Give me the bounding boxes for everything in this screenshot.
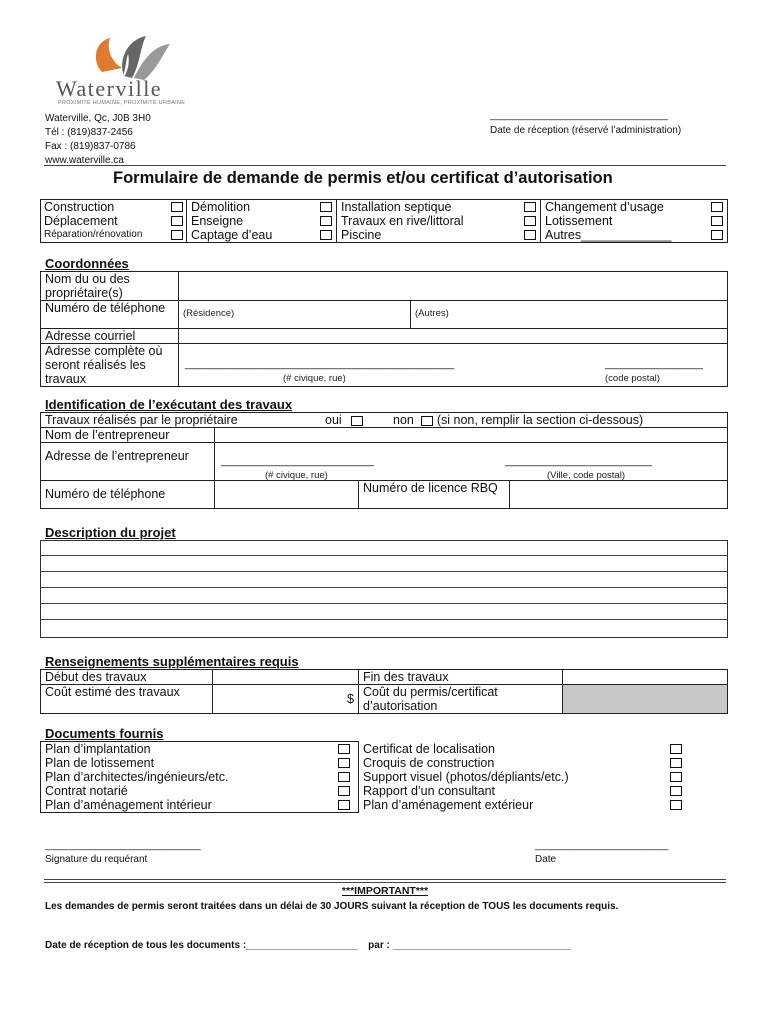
type-construction: Construction	[44, 200, 115, 214]
date-line[interactable]: ________________________	[535, 840, 669, 851]
start-field[interactable]	[213, 670, 359, 685]
checkbox-reparation[interactable]	[171, 230, 183, 240]
description-line	[41, 619, 727, 620]
work-address-label: Adresse complète où seront réalisés les travaux	[41, 344, 179, 387]
description-line	[41, 587, 727, 588]
cost-field[interactable]	[213, 685, 359, 714]
type-usage: Changement d’usage	[545, 200, 664, 214]
type-captage: Captage d’eau	[191, 228, 273, 242]
signature-label: Signature du requérant	[45, 854, 148, 865]
work-address-line: ____________________________________________	[185, 358, 455, 370]
doc-exterieur: Plan d’aménagement extérieur	[363, 797, 534, 812]
checkbox-deplacement[interactable]	[171, 216, 183, 226]
final-by-line[interactable]: ________________________________	[392, 940, 571, 951]
doc-support: Support visuel (photos/dépliants/etc.)	[363, 769, 569, 784]
renseignements-heading: Renseignements supplémentaires requis	[45, 654, 299, 669]
reception-line[interactable]: ________________________________	[490, 110, 668, 121]
contractor-civic-hint: (# civique, rue)	[265, 470, 328, 481]
cost-label: Coût estimé des travaux	[41, 685, 213, 714]
checkbox-enseigne[interactable]	[320, 216, 332, 226]
logo-name: Waterville	[56, 76, 163, 101]
checkbox-piscine[interactable]	[524, 230, 536, 240]
signature-line[interactable]: ____________________________	[45, 840, 201, 851]
final-by-label: par :	[368, 940, 390, 951]
coordonnees-table	[40, 271, 728, 387]
contractor-city-hint: (Ville, code postal)	[547, 470, 625, 481]
page-title: Formulaire de demande de permis et/ou certificat d’autorisation	[113, 169, 613, 187]
description-heading: Description du projet	[45, 525, 176, 540]
important-heading: ***IMPORTANT***	[341, 885, 429, 897]
checkbox-rapport[interactable]	[670, 786, 682, 796]
coordonnees-heading: Coordonnées	[45, 256, 129, 271]
logo-tagline: PROXIMITÉ HUMAINE, PROXIMITÉ URBAINE	[58, 100, 186, 106]
doc-interieur: Plan d’aménagement intérieur	[45, 798, 212, 812]
type-piscine: Piscine	[341, 228, 382, 242]
rbq-label: Numéro de licence RBQ	[363, 481, 498, 495]
renseignements-table	[40, 669, 728, 714]
contact-block	[45, 112, 151, 168]
phone-text: Tél : (819)837-2456	[45, 127, 133, 138]
checkbox-septique[interactable]	[524, 202, 536, 212]
checkbox-yes[interactable]	[351, 416, 363, 426]
contractor-city-line: ________________________	[505, 455, 652, 467]
type-autres: Autres_____________	[545, 228, 672, 242]
type-lotissement: Lotissement	[545, 214, 613, 228]
address-text: Waterville, Qc, J0B 3H0	[45, 113, 151, 124]
civic-hint: (# civique, rue)	[283, 373, 346, 384]
checkbox-doc-lotissement[interactable]	[338, 758, 350, 768]
contractor-name-field[interactable]	[215, 428, 728, 443]
description-box[interactable]	[40, 540, 728, 638]
description-line	[41, 555, 727, 556]
type-rive: Travaux en rive/littoral	[341, 214, 464, 228]
yes-label: oui	[325, 413, 342, 427]
checkbox-captage[interactable]	[320, 230, 332, 240]
checkbox-support[interactable]	[670, 772, 682, 782]
executant-heading: Identification de l’exécutant des travaux	[45, 397, 293, 412]
website-text[interactable]: www.waterville.ca	[45, 155, 124, 166]
doc-architectes: Plan d’architectes/ingénieurs/etc.	[45, 770, 229, 784]
checkbox-certificat[interactable]	[670, 744, 682, 754]
checkbox-exterieur[interactable]	[670, 800, 682, 810]
doc-implantation: Plan d’implantation	[45, 742, 151, 756]
type-enseigne: Enseigne	[191, 214, 244, 228]
checkbox-croquis[interactable]	[670, 758, 682, 768]
start-label: Début des travaux	[41, 670, 213, 685]
final-date-line[interactable]: ____________________	[246, 940, 358, 951]
permit-types-table	[40, 199, 728, 243]
executant-table	[40, 412, 728, 509]
dollar-sign: $	[347, 692, 354, 706]
checkbox-no[interactable]	[421, 416, 433, 426]
contractor-address-line: _________________________	[221, 455, 374, 467]
checkbox-lotissement[interactable]	[711, 216, 723, 226]
bottom-divider	[44, 882, 726, 883]
by-owner-label: Travaux réalisés par le propriétaire	[45, 413, 238, 427]
type-deplacement: Déplacement	[44, 214, 118, 228]
type-demolition: Démolition	[191, 200, 251, 214]
contractor-address-field[interactable]	[215, 443, 728, 481]
logo	[52, 32, 202, 107]
phone-label: Numéro de téléphone	[41, 301, 179, 329]
postal-line: ________________	[605, 358, 703, 370]
permit-cost-label: Coût du permis/certificat d’autorisation	[359, 685, 563, 714]
work-address-field[interactable]	[179, 344, 728, 387]
checkbox-construction[interactable]	[171, 202, 183, 212]
checkbox-rive[interactable]	[524, 216, 536, 226]
description-line	[41, 571, 727, 572]
header-divider	[44, 165, 726, 166]
doc-rapport: Rapport d’un consultant	[363, 783, 496, 798]
end-field[interactable]	[563, 670, 728, 685]
phone-residence-hint: (Résidence)	[183, 308, 235, 319]
rbq-divider	[509, 480, 510, 508]
contractor-address-label: Adresse de l’entrepreneur	[41, 443, 215, 481]
doc-certificat: Certificat de localisation	[363, 741, 496, 756]
email-label: Adresse courriel	[41, 329, 179, 344]
documents-table	[40, 741, 728, 813]
checkbox-architectes[interactable]	[338, 772, 350, 782]
doc-lotissement: Plan de lotissement	[45, 756, 155, 770]
phone-other-hint: (Autres)	[415, 308, 449, 319]
end-label: Fin des travaux	[359, 670, 563, 685]
date-label: Date	[535, 854, 557, 865]
doc-croquis: Croquis de construction	[363, 755, 495, 770]
checkbox-autres[interactable]	[711, 230, 723, 240]
type-septique: Installation septique	[341, 200, 452, 214]
description-line	[41, 603, 727, 604]
contractor-phone-label: Numéro de téléphone	[41, 481, 215, 509]
owner-field[interactable]	[179, 272, 728, 301]
checkbox-interieur[interactable]	[338, 800, 350, 810]
email-field[interactable]	[179, 329, 728, 344]
reception-label: Date de réception (réservé l’administration)	[490, 125, 682, 136]
no-label: non	[393, 413, 414, 427]
checkbox-demolition[interactable]	[320, 202, 332, 212]
phone-residence-field[interactable]	[179, 301, 411, 329]
owner-label: Nom du ou des propriétaire(s)	[41, 272, 179, 301]
permit-cost-field	[563, 685, 728, 714]
documents-heading: Documents fournis	[45, 726, 164, 741]
checkbox-usage[interactable]	[711, 202, 723, 212]
fax-text: Fax : (819)837-0786	[45, 141, 136, 152]
contractor-phone-field[interactable]	[215, 481, 359, 509]
checkbox-implantation[interactable]	[338, 744, 350, 754]
final-date-label: Date de réception de tous les documents :	[45, 940, 247, 951]
final-date-row	[45, 940, 571, 951]
doc-contrat: Contrat notarié	[45, 784, 128, 798]
type-reparation: Réparation/rénovation	[44, 229, 143, 240]
phone-other-field[interactable]	[411, 301, 728, 329]
important-text: Les demandes de permis seront traitées dans un délai de 30 JOURS suivant la réception de TOUS les documents requis.	[45, 901, 619, 912]
checkbox-contrat[interactable]	[338, 786, 350, 796]
bottom-divider	[44, 879, 726, 880]
no-note: (si non, remplir la section ci-dessous)	[436, 413, 644, 427]
postal-hint: (code postal)	[605, 373, 660, 384]
contractor-name-label: Nom de l’entrepreneur	[41, 428, 215, 443]
